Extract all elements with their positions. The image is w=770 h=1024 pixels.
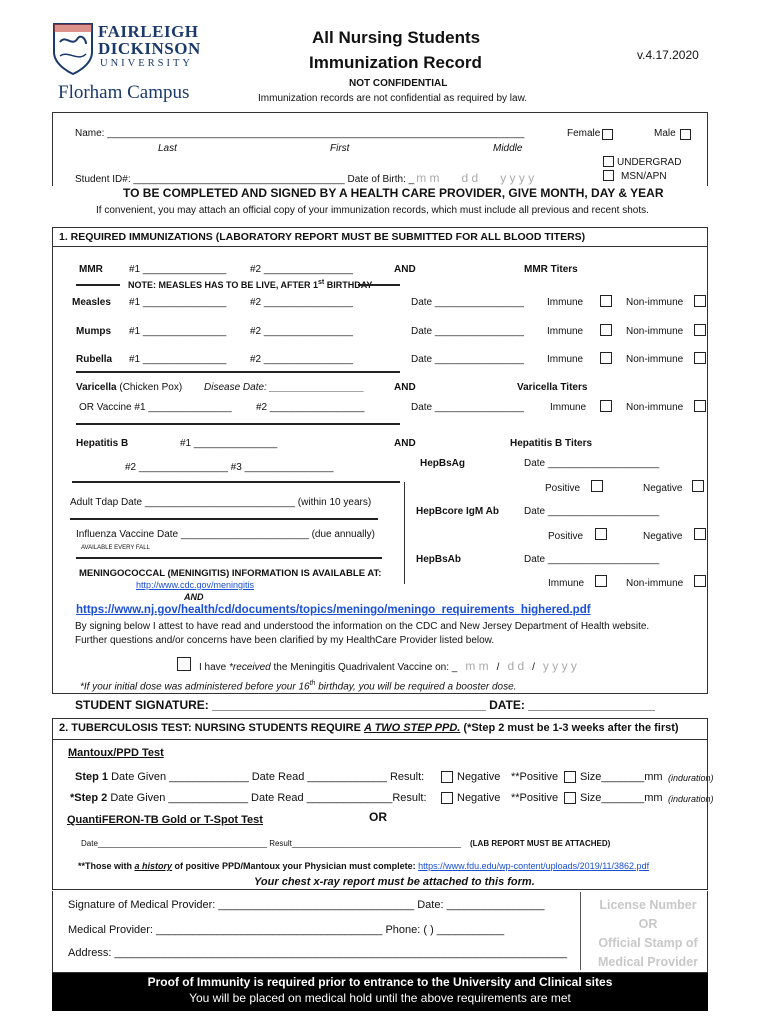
non-immune-label: Non-immune <box>626 402 684 413</box>
logo-line2: DICKINSON <box>98 39 201 58</box>
university-logo <box>52 22 222 108</box>
step2-label: *Step 2 <box>70 792 108 804</box>
negative-label: Negative <box>457 792 501 804</box>
section1-header: 1. REQUIRED IMMUNIZATIONS (LABORATORY REPORT MUST BE SUBMITTED FOR ALL BLOOD TITERS) <box>52 227 708 247</box>
logo-line1: FAIRLEIGH <box>98 22 199 41</box>
immune-label: Immune <box>547 297 584 308</box>
divider <box>76 557 382 559</box>
received-dd[interactable]: d d <box>507 659 525 673</box>
undergrad-checkbox[interactable] <box>603 156 614 167</box>
note-pre: NOTE: MEASLES HAS TO BE LIVE, AFTER 1 <box>128 280 319 290</box>
hepbcore-label: HepBcore IgM Ab <box>416 506 499 517</box>
immune-label: Immune <box>547 354 584 365</box>
mumps-nonimmune-checkbox[interactable] <box>694 324 706 336</box>
name-field[interactable]: Name: ___________________________________________________________________________ <box>75 128 525 139</box>
student-signature-field[interactable]: STUDENT SIGNATURE: _________________________________________ DATE: ___________________ <box>75 698 655 712</box>
step2-negative-checkbox[interactable] <box>441 792 453 804</box>
negative-label: Negative <box>643 531 683 542</box>
varicella-name: Varicella <box>76 382 117 393</box>
stamp-divider <box>580 892 581 970</box>
positive-label: Positive <box>545 483 581 494</box>
instructions-note: If convenient, you may attach an official copy of your immunization records, which must include all previous and recent shots. <box>96 205 649 216</box>
booster-sup: th <box>309 680 316 687</box>
varicella-titer-date[interactable]: Date ________________ <box>411 402 524 413</box>
step1-text[interactable]: Date Given _____________ Date Read _____________ Result: <box>108 771 425 783</box>
induration-label: (induration) <box>668 794 714 804</box>
xray-note: Your chest x-ray report must be attached to this form. <box>254 876 535 888</box>
step2-field <box>70 792 427 804</box>
hepbsab-immune-checkbox[interactable] <box>595 575 607 587</box>
divider <box>76 423 400 425</box>
dob-mm: m m <box>416 171 440 185</box>
shield-icon <box>52 22 94 76</box>
immune-label: Immune <box>550 402 587 413</box>
stamp-line3: Official Stamp of <box>598 936 698 950</box>
logo-line3: UNIVERSITY <box>100 58 193 69</box>
non-immune-label: Non-immune <box>626 354 684 365</box>
step2-positive-checkbox[interactable] <box>564 792 576 804</box>
step1-field <box>75 771 424 783</box>
rubella-label: Rubella <box>76 354 113 365</box>
note-sup: st <box>318 279 325 286</box>
disease-date-field[interactable]: Disease Date: _________________ <box>204 382 365 393</box>
varicella-vaccine1[interactable]: OR Vaccine #1 _______________ <box>79 402 232 413</box>
received-mm[interactable]: m m <box>465 659 489 673</box>
measles-note <box>128 279 372 290</box>
and-label: AND <box>394 264 416 275</box>
received-pre: I have <box>199 662 230 673</box>
mantoux-label: Mantoux/PPD Test <box>68 747 164 759</box>
doc-title-2: Immunization Record <box>309 53 482 72</box>
male-checkbox[interactable] <box>680 129 691 140</box>
step1-size[interactable]: Size_______mm <box>580 771 663 783</box>
varicella-immune-checkbox[interactable] <box>600 400 612 412</box>
step1-positive-checkbox[interactable] <box>564 771 576 783</box>
hepb-divider <box>404 482 405 584</box>
booster-note <box>80 680 516 692</box>
varicella-titers-label: Varicella Titers <box>517 382 588 393</box>
step1-negative-checkbox[interactable] <box>441 771 453 783</box>
meningococcal-info: MENINGOCOCCAL (MENINGITIS) INFORMATION IS AVAILABLE AT: <box>79 568 382 579</box>
dob-dd: d d <box>461 171 479 185</box>
varicella-vaccine2[interactable]: #2 _________________ <box>256 402 365 413</box>
medical-provider-field[interactable]: Medical Provider: _____________________________________ Phone: ( ) ___________ <box>68 924 505 936</box>
hepbsab-date[interactable]: Date ____________________ <box>524 554 660 565</box>
nj-health-link[interactable]: https://www.nj.gov/health/cd/documents/topics/meningo/meningo_requirements_highered.pdf <box>76 604 591 616</box>
mumps-dose2[interactable]: #2 ________________ <box>250 326 353 337</box>
hepbsag-positive-checkbox[interactable] <box>591 480 603 492</box>
hepbcore-positive-checkbox[interactable] <box>595 528 607 540</box>
provider-signature-field[interactable]: Signature of Medical Provider: ________________________________ Date: ________________ <box>68 899 545 911</box>
footer-line1: Proof of Immunity is required prior to entrance to the University and Clinical sites <box>147 975 613 989</box>
mmr-dose1[interactable]: #1 _______________ <box>129 264 227 275</box>
hist-pre: **Those with <box>78 861 135 871</box>
attest-line2: Further questions and/or concerns have been clarified by my HealthCare Provider listed below. <box>75 635 495 646</box>
s2-title-pre: 2. TUBERCULOSIS TEST: NURSING STUDENTS REQUIRE <box>59 722 364 734</box>
rubella-nonimmune-checkbox[interactable] <box>694 352 706 364</box>
non-immune-label: Non-immune <box>626 297 684 308</box>
s2-title-post: (*Step 2 must be 1-3 weeks after the first) <box>460 722 679 734</box>
address-field[interactable]: Address: __________________________________________________________________________ <box>68 947 568 959</box>
hepb-dose1[interactable]: #1 _______________ <box>180 438 278 449</box>
non-immune-label: Non-immune <box>626 326 684 337</box>
immune-label: Immune <box>547 326 584 337</box>
measles-label: Measles <box>72 297 111 308</box>
lab-report-note: (LAB REPORT MUST BE ATTACHED) <box>470 839 611 848</box>
not-confidential-note: Immunization records are not confidential as required by law. <box>258 93 528 104</box>
undergrad-label: UNDERGRAD <box>617 157 682 168</box>
not-confidential: NOT CONFIDENTIAL <box>349 78 448 89</box>
s2-title-underline: A TWO STEP PPD. <box>363 722 461 734</box>
step2-text[interactable]: Date Given _____________ Date Read ______________Result: <box>107 792 427 804</box>
hist-underline: a history <box>134 861 173 871</box>
hepbsag-label: HepBsAg <box>420 458 466 469</box>
mmr-dose2[interactable]: #2 ________________ <box>250 264 353 275</box>
cdc-link[interactable]: http://www.cdc.gov/meningitis <box>136 580 255 590</box>
male-label: Male <box>654 128 676 139</box>
mumps-titer-date[interactable]: Date ________________ <box>411 326 524 337</box>
step1-label: Step 1 <box>75 771 109 783</box>
fdu-form-link[interactable]: https://www.fdu.edu/wp-content/uploads/2019/11/3862.pdf <box>418 861 650 871</box>
quantiferon-label: QuantiFERON-TB Gold or T-Spot Test <box>67 814 263 826</box>
instructions-heading: TO BE COMPLETED AND SIGNED BY A HEALTH CARE PROVIDER, GIVE MONTH, DAY & YEAR <box>123 186 664 200</box>
received-post: the Meningitis Quadrivalent Vaccine on: _ <box>270 662 458 673</box>
varicella-label <box>76 382 182 393</box>
hepbcore-negative-checkbox[interactable] <box>694 528 706 540</box>
positive-label: Positive <box>548 531 584 542</box>
hepbsab-nonimmune-checkbox[interactable] <box>694 575 706 587</box>
influenza-note: AVAILABLE EVERY FALL <box>81 545 150 551</box>
rubella-dose1[interactable]: #1 _______________ <box>129 354 227 365</box>
positive-label: **Positive <box>511 792 559 804</box>
footer-banner <box>52 973 708 1011</box>
and-label: AND <box>184 592 204 602</box>
received-yy[interactable]: y y y y <box>542 659 577 673</box>
female-checkbox[interactable] <box>602 129 613 140</box>
hepb-titers-label: Hepatitis B Titers <box>510 438 593 449</box>
received-italic: *received <box>229 662 271 673</box>
and-label: AND <box>394 382 416 393</box>
msn-label: MSN/APN <box>621 171 667 182</box>
mumps-immune-checkbox[interactable] <box>600 324 612 336</box>
chickenpox-note: (Chicken Pox) <box>116 382 183 393</box>
rubella-dose2[interactable]: #2 ________________ <box>250 354 353 365</box>
hepbsab-label: HepBsAb <box>416 554 462 565</box>
female-label: Female <box>567 128 601 139</box>
non-immune-label: Non-immune <box>626 578 684 589</box>
middle-label: Middle <box>493 143 523 154</box>
measles-dose1[interactable]: #1 _______________ <box>129 297 227 308</box>
hepbsag-date[interactable]: Date ____________________ <box>524 458 660 469</box>
step2-size[interactable]: Size_______mm <box>580 792 663 804</box>
measles-titer-date[interactable]: Date ________________ <box>411 297 524 308</box>
divider <box>72 481 400 483</box>
dob-yy: y y y y <box>500 171 535 185</box>
booster-pre: *If your initial dose was administered before your 16 <box>80 681 310 693</box>
divider <box>70 518 378 520</box>
hepbsag-negative-checkbox[interactable] <box>692 480 704 492</box>
or-label: OR <box>369 810 387 824</box>
measles-dose2[interactable]: #2 ________________ <box>250 297 353 308</box>
hepbcore-date[interactable]: Date ____________________ <box>524 506 660 517</box>
negative-label: Negative <box>643 483 683 494</box>
tdap-text[interactable]: Adult Tdap Date ___________________________ (within 10 years) <box>70 497 372 508</box>
rubella-immune-checkbox[interactable] <box>600 352 612 364</box>
meningitis-received-field: I have *received the Meningitis Quadrivalent Vaccine on: _ m m / d d / y y y y <box>199 659 577 673</box>
hepb-label: Hepatitis B <box>76 438 129 449</box>
student-id-field[interactable] <box>75 171 534 185</box>
divider <box>76 371 400 373</box>
negative-label: Negative <box>457 771 501 783</box>
mmr-label: MMR <box>79 264 103 275</box>
campus-name: Florham Campus <box>58 82 190 103</box>
mumps-label: Mumps <box>76 326 111 337</box>
hepb-dose2-3[interactable]: #2 ________________ #3 ________________ <box>125 462 334 473</box>
section2-header <box>52 718 708 740</box>
divider <box>76 284 120 286</box>
attest-line1: By signing below I attest to have read and understood the information on the CDC and New Jersey Department of Health website. <box>75 621 650 632</box>
quantiferon-field[interactable]: Date______________________________________ Result______________________________________ <box>81 839 461 848</box>
divider <box>358 284 400 286</box>
rubella-titer-date[interactable]: Date ________________ <box>411 354 524 365</box>
last-label: Last <box>158 143 177 154</box>
and-label: AND <box>394 438 416 449</box>
first-label: First <box>330 143 350 154</box>
measles-immune-checkbox[interactable] <box>600 295 612 307</box>
mumps-dose1[interactable]: #1 _______________ <box>129 326 227 337</box>
booster-post: birthday, you will be required a booster dose. <box>315 681 517 693</box>
version-label: v.4.17.2020 <box>637 48 699 62</box>
note-post: BIRTHDAY <box>324 280 373 290</box>
student-id-label: Student ID#: ______________________________________ Date of Birth: _ <box>75 174 415 185</box>
stamp-line4: Medical Provider <box>597 955 699 969</box>
msn-checkbox[interactable] <box>603 170 614 181</box>
induration-label: (induration) <box>668 773 714 783</box>
positive-label: **Positive <box>511 771 559 783</box>
immune-label: Immune <box>548 578 585 589</box>
stamp-line2: OR <box>638 917 658 931</box>
measles-nonimmune-checkbox[interactable] <box>694 295 706 307</box>
history-note <box>78 861 649 871</box>
hist-post: of positive PPD/Mantoux your Physician must complete: <box>172 861 419 871</box>
meningitis-received-checkbox[interactable] <box>177 657 191 671</box>
footer-line2: You will be placed on medical hold until the above requirements are met <box>189 991 571 1005</box>
varicella-nonimmune-checkbox[interactable] <box>694 400 706 412</box>
mmr-titers-label: MMR Titers <box>524 264 578 275</box>
doc-title-1: All Nursing Students <box>312 28 481 47</box>
tdap-field <box>70 497 371 508</box>
stamp-line1: License Number <box>599 898 697 912</box>
stamp-area[interactable] <box>590 896 706 972</box>
influenza-field[interactable]: Influenza Vaccine Date _______________________ (due annually) <box>76 529 375 540</box>
